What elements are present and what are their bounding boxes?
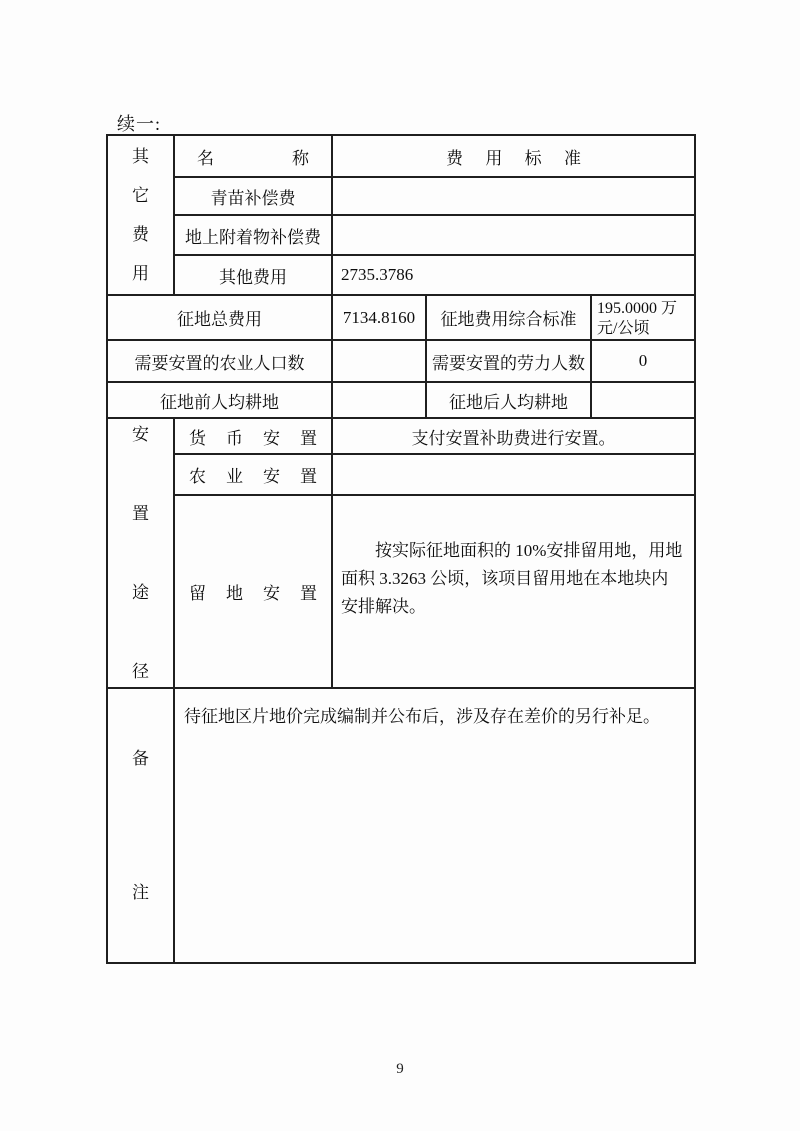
resettle-population-row <box>107 340 695 382</box>
agri-population-value <box>332 340 426 382</box>
attachments-fee-value <box>332 215 695 255</box>
resettlement-vertical-label: 安 置 途 径 <box>132 425 149 681</box>
resettlement-section-label <box>107 418 174 688</box>
land-cost-table <box>106 134 696 964</box>
continuation-label: 续一: <box>117 114 162 134</box>
agricultural-resettlement-label: 农 业 安 置 <box>174 454 332 495</box>
monetary-resettlement-label: 货 币 安 置 <box>174 418 332 454</box>
name-header-cell <box>174 135 332 177</box>
misc-fee-value: 2735.3786 <box>332 255 695 295</box>
name-header: 名 称 <box>197 148 309 168</box>
before-farmland-value <box>332 382 426 418</box>
total-cost-value: 7134.8160 <box>332 295 426 340</box>
fee-standard-header: 费 用 标 准 <box>446 148 581 168</box>
total-cost-label: 征地总费用 <box>107 295 332 340</box>
remarks-vertical-label: 备 注 <box>132 749 149 902</box>
before-farmland-label: 征地前人均耕地 <box>107 382 332 418</box>
page-number: 9 <box>396 1061 404 1077</box>
attachments-fee-label: 地上附着物补偿费 <box>174 215 332 255</box>
land-resettlement-row <box>107 495 695 688</box>
other-fees-vertical-label: 其 它 费 用 <box>132 147 149 283</box>
monetary-resettlement-value: 支付安置补助费进行安置。 <box>332 418 695 454</box>
remarks-content: 待征地区片地价完成编制并公布后，涉及存在差价的另行补足。 <box>174 688 695 963</box>
after-farmland-value <box>591 382 695 418</box>
farmland-row <box>107 382 695 418</box>
comprehensive-standard-label: 征地费用综合标准 <box>426 295 591 340</box>
young-crop-fee-label: 青苗补偿费 <box>174 177 332 215</box>
after-farmland-label: 征地后人均耕地 <box>426 382 591 418</box>
land-resettlement-label: 留 地 安 置 <box>174 495 332 688</box>
table-row <box>107 177 695 215</box>
table-row <box>107 215 695 255</box>
labor-count-label: 需要安置的劳力人数 <box>426 340 591 382</box>
agricultural-resettlement-row <box>107 454 695 495</box>
monetary-resettlement-row <box>107 418 695 454</box>
total-cost-row <box>107 295 695 340</box>
labor-count-value: 0 <box>591 340 695 382</box>
table-row <box>107 255 695 295</box>
remarks-section-label <box>107 688 174 963</box>
land-resettlement-value: 按实际征地面积的 10%安排留用地，用地面积 3.3263 公顷，该项目留用地在本地块内安排解决。 <box>332 495 695 688</box>
agricultural-resettlement-value <box>332 454 695 495</box>
header-row <box>107 135 695 177</box>
other-fees-section-label <box>107 135 174 295</box>
remarks-row <box>107 688 695 963</box>
young-crop-fee-value <box>332 177 695 215</box>
agri-population-label: 需要安置的农业人口数 <box>107 340 332 382</box>
misc-fee-label: 其他费用 <box>174 255 332 295</box>
comprehensive-standard-value: 195.0000 万元/公顷 <box>591 295 695 340</box>
standard-header-cell <box>332 135 695 177</box>
